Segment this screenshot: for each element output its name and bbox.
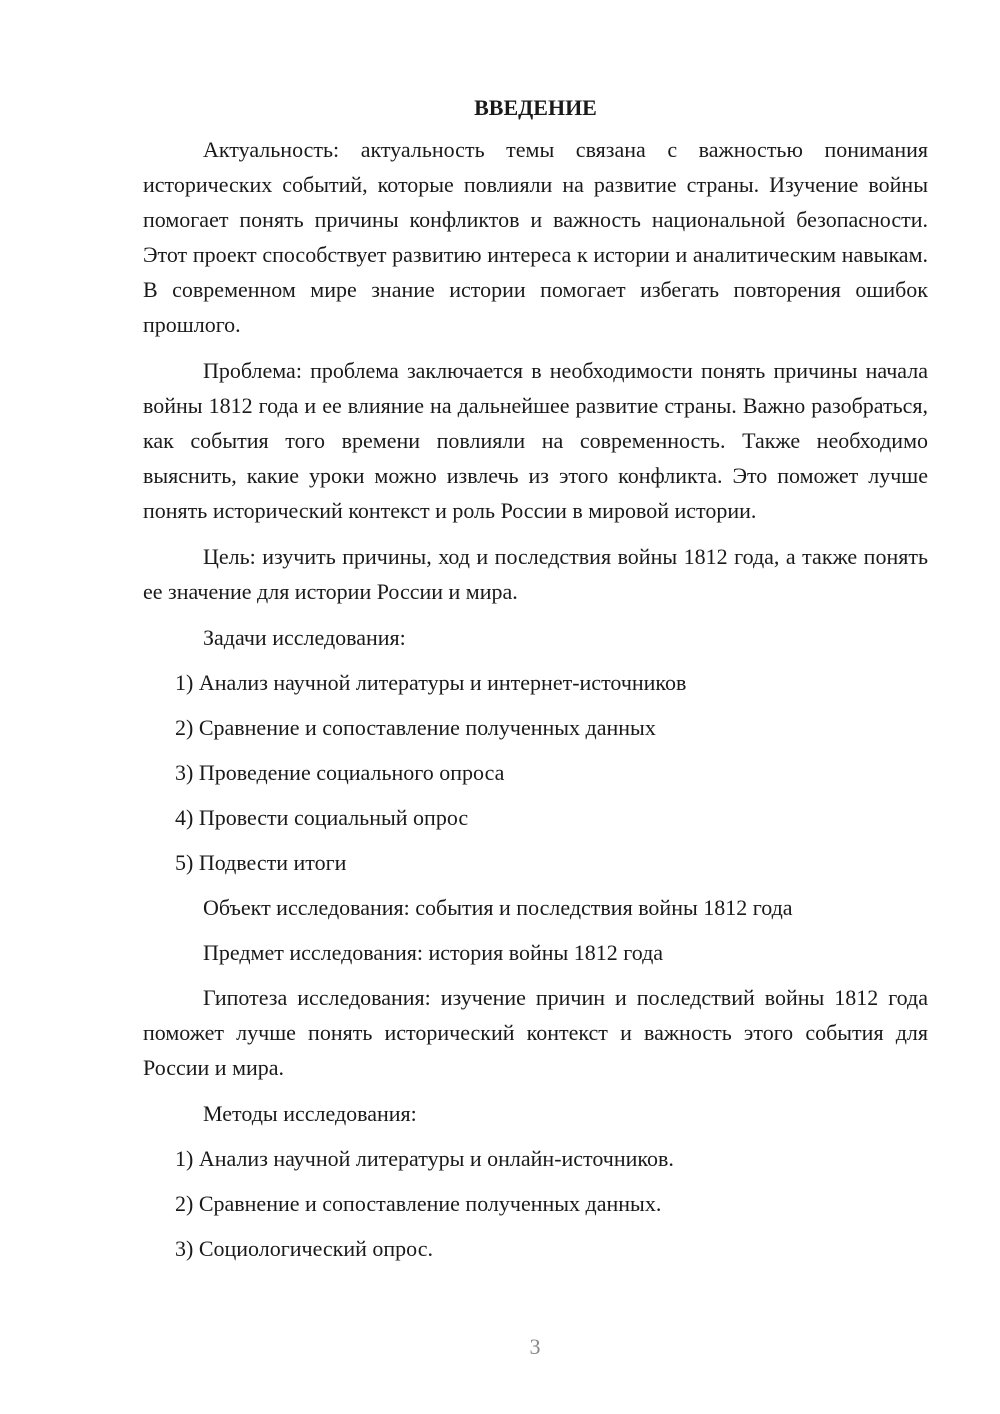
task-item: 5) Подвести итоги — [175, 850, 347, 875]
page-number: 3 — [529, 1334, 541, 1359]
task-item: 3) Проведение социального опроса — [175, 760, 505, 785]
research-subject: Предмет исследования: история войны 1812 года — [203, 940, 664, 965]
task-item: 2) Сравнение и сопоставление полученных данных — [175, 715, 656, 740]
relevance-paragraph: Актуальность: актуальность темы связана с важностью понимания исторических событий, которые повлияли на развитие страны. Изучение войны помогает понять причины конфликтов и важность национальной безопасности. Этот проект способствует развитию интереса к истории и аналитическим навыкам. В современном мире знание истории помогает избегать повторения ошибок прошлого. — [143, 137, 928, 337]
research-object: Объект исследования: события и последствия войны 1812 года — [203, 895, 793, 920]
methods-heading: Методы исследования: — [203, 1101, 417, 1126]
page-title: ВВЕДЕНИЕ — [474, 95, 597, 120]
method-item: 2) Сравнение и сопоставление полученных данных. — [175, 1191, 662, 1216]
tasks-heading: Задачи исследования: — [203, 625, 406, 650]
task-item: 4) Провести социальный опрос — [175, 805, 469, 830]
page-content — [143, 90, 928, 1276]
hypothesis-paragraph: Гипотеза исследования: изучение причин и последствий войны 1812 года поможет лучше понять исторический контекст и важность этого события для России и мира. — [143, 985, 928, 1080]
goal-paragraph: Цель: изучить причины, ход и последствия войны 1812 года, а также понять ее значение для истории России и мира. — [143, 544, 928, 604]
problem-paragraph: Проблема: проблема заключается в необходимости понять причины начала войны 1812 года и ее влияние на дальнейшее развитие страны. Важно разобраться, как события того времени повлияли на современность. Также необходимо выяснить, какие уроки можно извлечь из этого конфликта. Это поможет лучше понять исторический контекст и роль России в мировой истории. — [143, 358, 928, 523]
method-item: 3) Социологический опрос. — [175, 1236, 433, 1261]
method-item: 1) Анализ научной литературы и онлайн-источников. — [175, 1146, 674, 1171]
task-item: 1) Анализ научной литературы и интернет-источников — [175, 670, 687, 695]
